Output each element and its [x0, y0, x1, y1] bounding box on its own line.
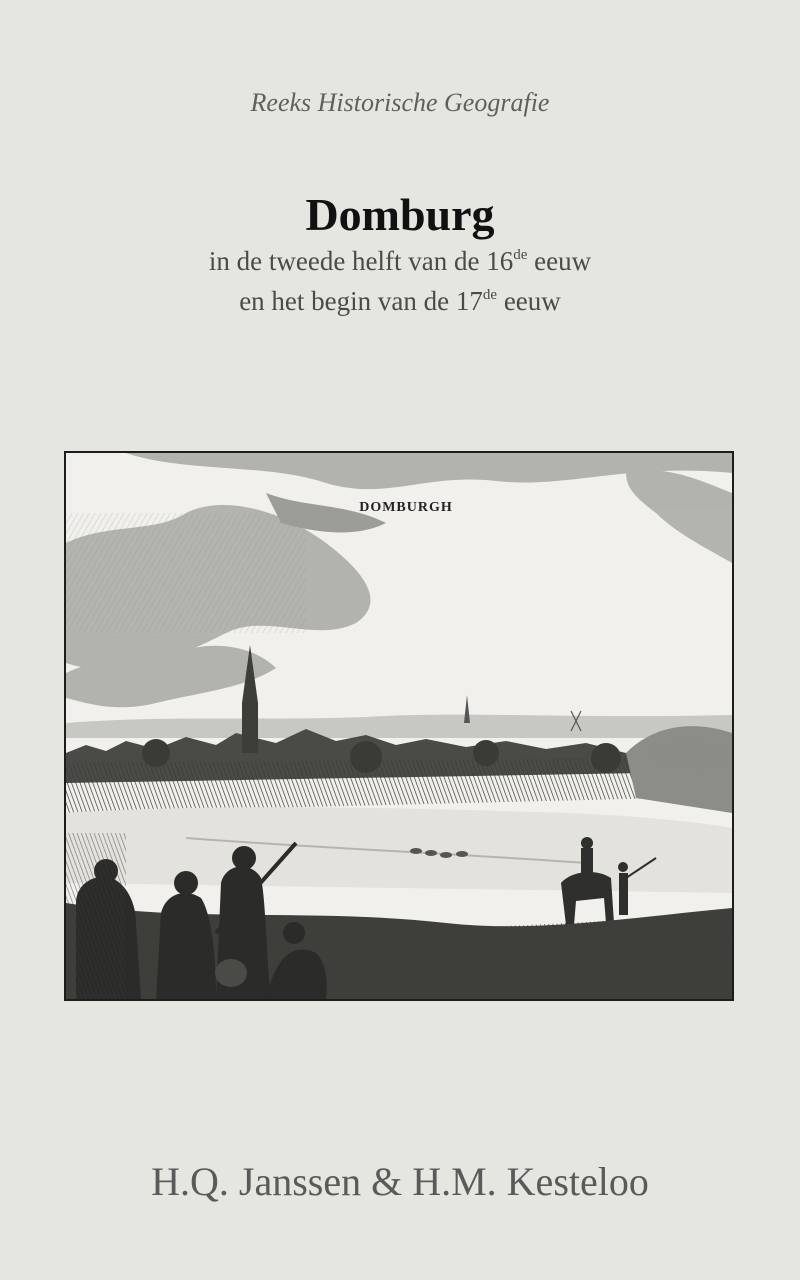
subtitle-line-2-superscript: de — [482, 287, 498, 303]
subtitle-line-1-superscript: de — [513, 247, 528, 263]
subtitle-line-2-text: en het begin van de 17 — [239, 286, 483, 316]
authors: H.Q. Janssen & H.M. Kesteloo — [151, 1159, 649, 1204]
subtitle-line-1 — [0, 246, 800, 277]
engraving-illustration — [66, 453, 732, 999]
engraving-image — [64, 451, 734, 1001]
subtitle-line-1-text: in de tweede helft van de 16 — [208, 246, 514, 276]
series-title: Reeks Historische Geografie — [250, 88, 550, 117]
book-title: Domburg — [305, 189, 495, 240]
subtitle-line-2-end: eeuw — [497, 286, 561, 316]
engraving-caption: DOMBURGH — [359, 500, 453, 515]
subtitle-line-1-end: eeuw — [527, 246, 592, 276]
subtitle-line-2 — [0, 286, 800, 317]
